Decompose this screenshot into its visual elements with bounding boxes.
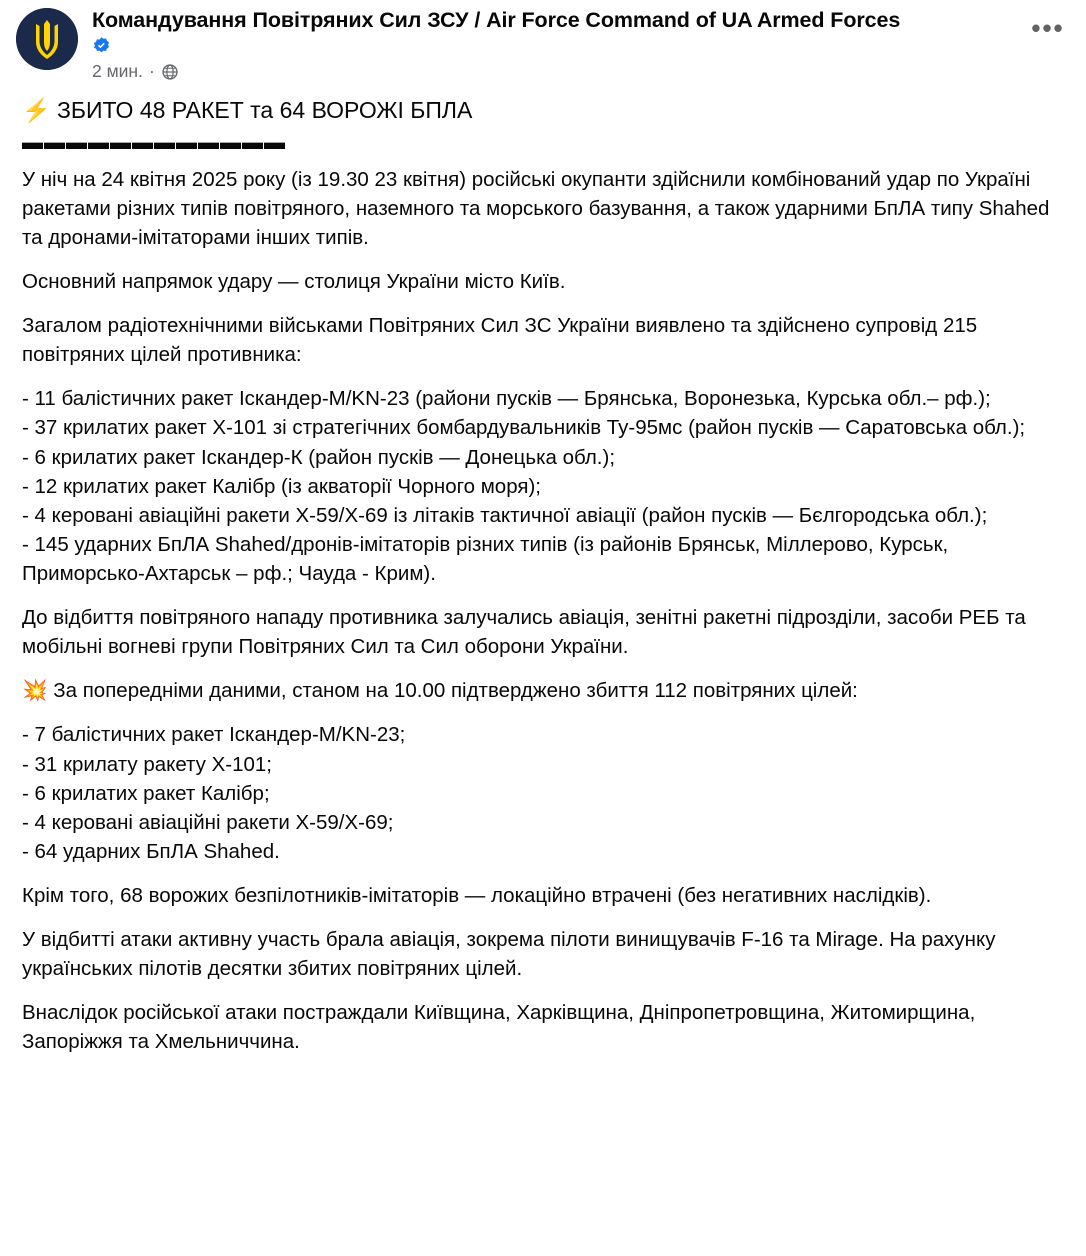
list-item: - 4 керовані авіаційні ракети Х-59/Х-69; xyxy=(22,810,394,834)
list-item: - 64 ударних БпЛА Shahed. xyxy=(22,839,280,863)
post-confirmed-heading: 💥 За попередніми даними, станом на 10.00 підтверджено збиття 112 повітряних цілей: xyxy=(22,679,858,703)
globe-icon-svg xyxy=(161,63,179,81)
post-timestamp[interactable]: 2 мин. xyxy=(92,60,143,81)
verified-row xyxy=(92,36,1070,56)
page-name[interactable]: Командування Повітряних Сил ЗСУ / Air Force Command of UA Armed Forces xyxy=(92,8,901,32)
post-paragraph-defence: До відбиття повітряного нападу противника залучались авіація, зенітні ракетні підрозділи, засоби РЕБ та мобільні вогневі групи Повітряних Сил та Сил оборони України. xyxy=(22,606,1026,659)
list-item: - 4 керовані авіаційні ракети Х-59/Х-69 із літаків тактичної авіації (район пусків — Бєлгородська обл.); xyxy=(22,503,988,527)
post-headline: ⚡ ЗБИТО 48 РАКЕТ та 64 ВОРОЖІ БПЛА xyxy=(22,96,473,123)
list-item: - 11 балістичних ракет Іскандер-М/KN-23 (райони пусків — Брянська, Воронезька, Курська обл.– рф.); xyxy=(22,387,991,411)
avatar[interactable] xyxy=(16,8,78,70)
avatar-image xyxy=(16,8,78,70)
confirmed-kills-list xyxy=(22,720,1068,866)
post-paragraph-intro: У ніч на 24 квітня 2025 року (із 19.30 23 квітня) російські окупанти здійснили комбінований удар по Україні ракетами різних типів повітряного, наземного та морського базування, а також ударними БпЛА типу Shahed та дронами-імітаторами інших типів. xyxy=(22,167,1050,249)
post-paragraph-detected-intro: Загалом радіотехнічними військами Повітряних Сил ЗС України виявлено та здійснено супровід 215 повітряних цілей противника: xyxy=(22,314,978,367)
page-name-row xyxy=(92,8,1070,43)
header-text-block xyxy=(78,6,1070,82)
post-meta xyxy=(92,61,1070,82)
list-item: - 7 балістичних ракет Іскандер-М/KN-23; xyxy=(22,723,406,747)
ukraine-trident-emblem-icon xyxy=(16,8,78,70)
post-body xyxy=(0,82,1086,1075)
headline-divider: ▬▬▬▬▬▬▬▬▬▬▬▬ xyxy=(22,130,286,154)
more-options-label: ••• xyxy=(1031,13,1065,43)
post-header xyxy=(0,0,1086,82)
list-item: - 6 крилатих ракет Іскандер-К (район пусків — Донецька обл.); xyxy=(22,445,616,469)
list-item: - 37 крилатих ракет Х-101 зі стратегічних бомбардувальників Ту-95мс (район пусків — Саратовська обл.); xyxy=(22,416,1026,440)
list-item: - 31 крилату ракету Х-101; xyxy=(22,752,273,776)
meta-separator: · xyxy=(148,60,155,81)
post-paragraph-losses: Крім того, 68 ворожих безпілотників-імітаторів — локаційно втрачені (без негативних наслідків). xyxy=(22,883,932,907)
post-more-options-button[interactable] xyxy=(1028,10,1068,46)
list-item: - 145 ударних БпЛА Shahed/дронів-імітаторів різних типів (із районів Брянськ, Міллерово, Курськ, Приморсько-Ахтарськ – рф.; Чауда - Крим). xyxy=(22,532,949,585)
list-item: - 6 крилатих ракет Калібр; xyxy=(22,781,270,805)
detected-targets-list xyxy=(22,384,1068,588)
verified-badge-icon xyxy=(92,36,111,55)
list-item: - 12 крилатих ракет Калібр (із акваторії Чорного моря); xyxy=(22,474,542,498)
post-paragraph-regions: Внаслідок російської атаки постраждали Київщина, Харківщина, Дніпропетровщина, Житомирщина, Запоріжжя та Хмельниччина. xyxy=(22,1001,976,1054)
post-paragraph-aviation: У відбитті атаки активну участь брала авіація, зокрема пілоти винищувачів F-16 та Mirage. На рахунку українських пілотів десятки збитих повітряних цілей. xyxy=(22,928,996,981)
post-paragraph-direction: Основний напрямок удару — столиця України місто Київ. xyxy=(22,270,566,294)
globe-public-icon[interactable] xyxy=(161,61,179,82)
